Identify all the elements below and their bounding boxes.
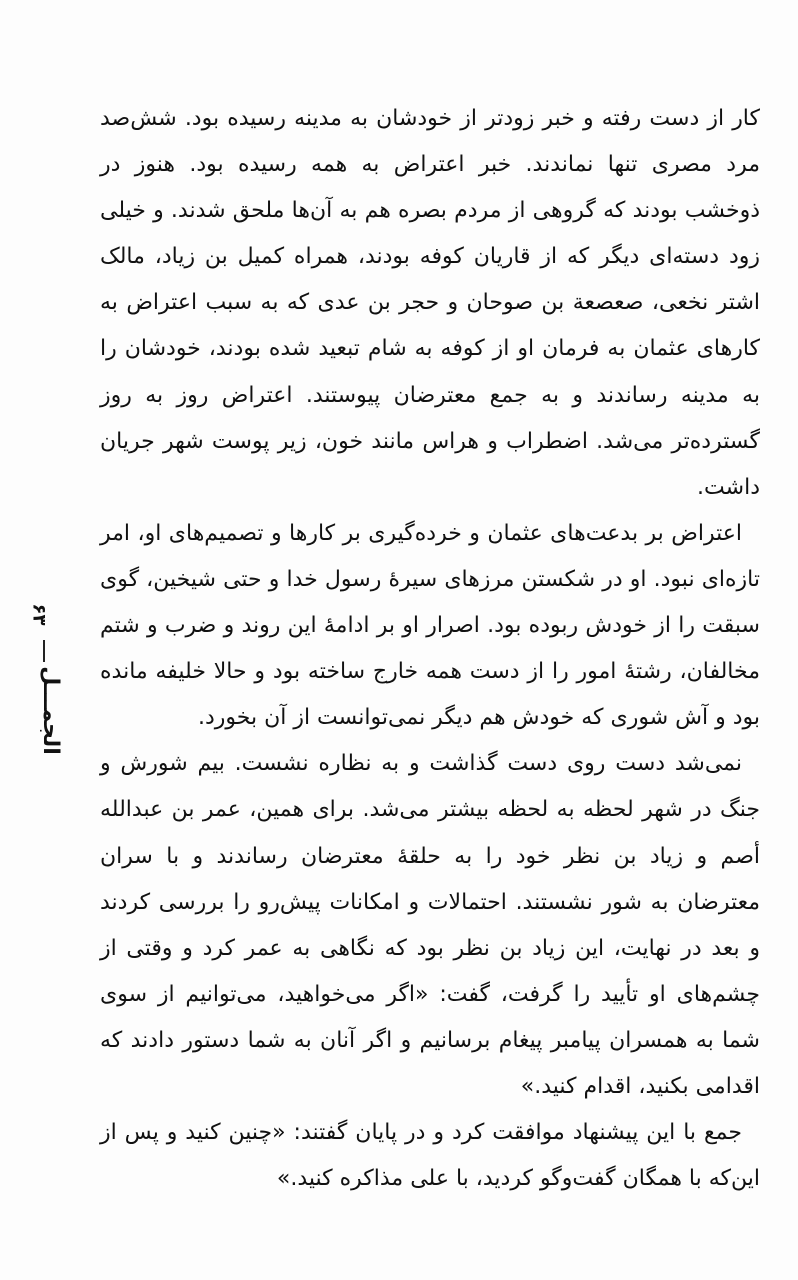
- book-title: الجمـــل: [37, 666, 63, 755]
- paragraph-1: کار از دست رفته و خبر زودتر از خودشان به مدینه رسیده بود. شش‌صد مرد مصری تنها نماندند. خبر اعتراض به همه رسیده بود. هنوز در ذوخشب بودند که گروهی از مردم بصره هم به آن‌ها ملحق شدند. و خیلی زود دسته‌ای دیگر که از قاریان کوفه بودند، همراه کمیل بن زیاد، مالک اشتر نخعی، صعصعة بن صوحان و حجر بن عدی که به سبب اعتراض به کارهای عثمان به فرمان او از کوفه به شام تبعید شده بودند، خودشان را به مدینه رساندند و به جمع معترضان پیوستند. اعتراض روز به روز گسترده‌تر می‌شد. اضطراب و هراس مانند خون، زیر پوست شهر جریان داشت.: [100, 106, 760, 500]
- page-number: ۶۳: [28, 603, 50, 626]
- paragraph-2: اعتراض بر بدعت‌های عثمان و خرده‌گیری بر کارها و تصمیم‌های او، امر تازه‌ای نبود. او در شکستن مرزهای سیرهٔ رسول خدا و حتی شیخین، گوی سبقت را از خودش ربوده بود. اصرار او بر ادامهٔ این روند و ضرب و شتم مخالفان، رشتهٔ امور را از دست همه خارج ساخته بود و حالا خلیفه مانده بود و آش شوری که خودش هم دیگر نمی‌توانست از آن بخورد.: [100, 520, 760, 731]
- paragraph-3: نمی‌شد دست روی دست گذاشت و به نظاره نشست. بیم شورش و جنگ در شهر لحظه به لحظه بیشتر می‌شد. برای همین، عمر بن عبدالله أصم و زیاد بن نظر خود را به حلقهٔ معترضان رساندند و با سران معترضان به شور نشستند. احتمالات و امکانات پیش‌رو را بررسی کردند و بعد در نهایت، این زیاد بن نظر بود که نگاهی به عمر کرد و وقتی از چشم‌های او تأیید را گرفت، گفت: «اگر می‌خواهید، می‌توانیم از سوی شما به همسران پیامبر پیغام برسانیم و اگر آنان به شما دستور دادند که اقدامی بکنید، اقدام کنید.»: [100, 751, 760, 1099]
- running-header: [24, 600, 64, 770]
- paragraph-4: جمع با این پیشنهاد موافقت کرد و در پایان گفتند: «چنین کنید و پس از این‌که با همگان گفت‌وگو کردید، با علی مذاکره کنید.»: [100, 1120, 760, 1192]
- body-text: [100, 96, 760, 1202]
- header-separator: [43, 640, 45, 662]
